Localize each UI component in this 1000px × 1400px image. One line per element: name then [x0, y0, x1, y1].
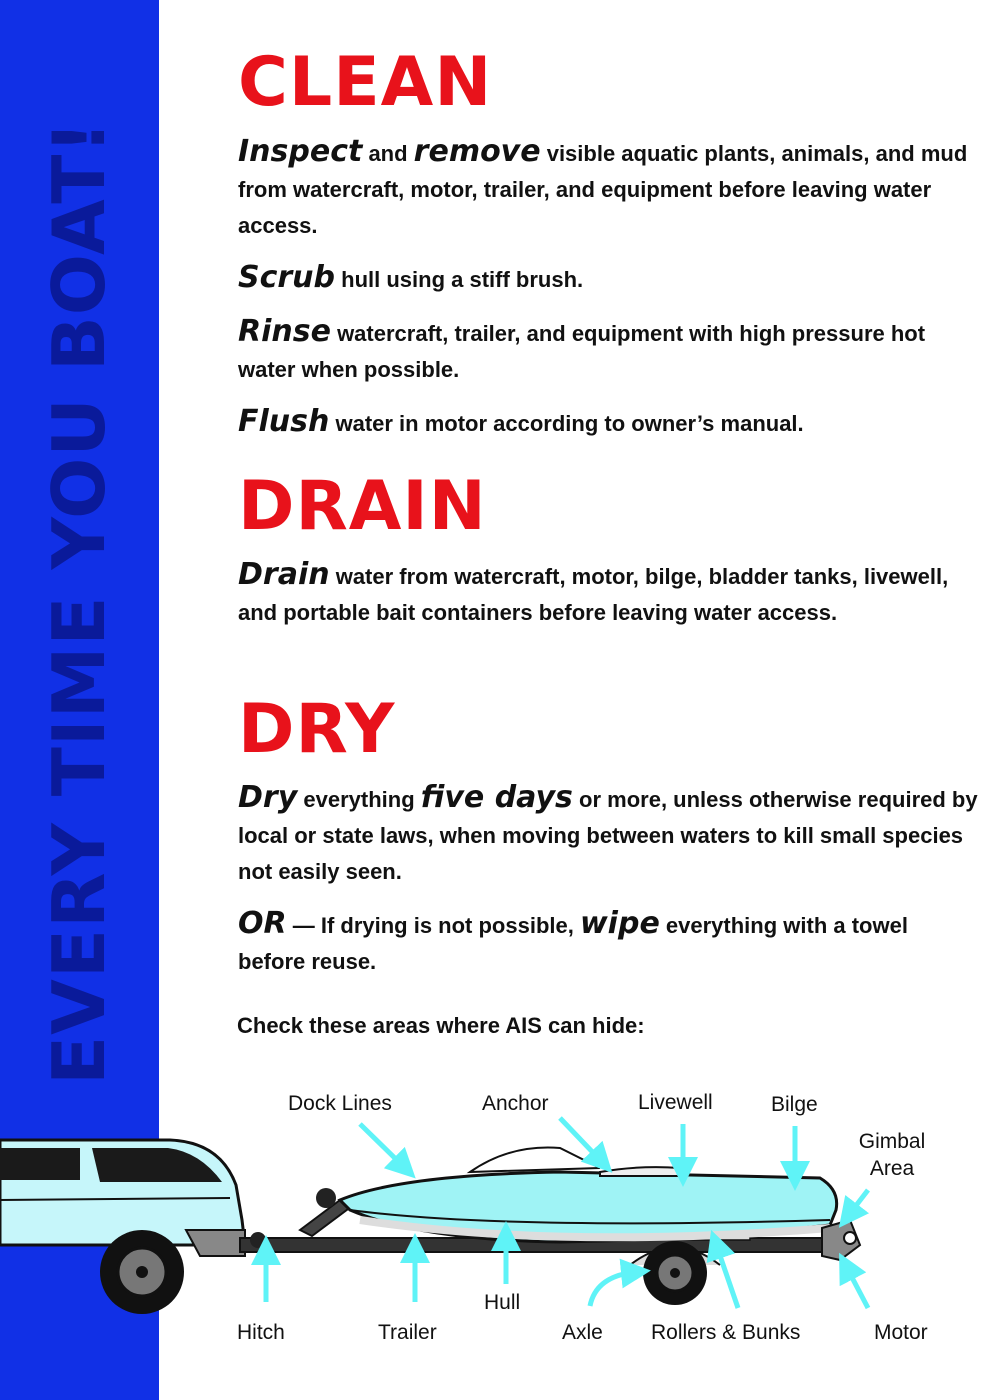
label-axle: Axle	[562, 1321, 603, 1344]
arrow-motor	[846, 1266, 868, 1308]
label-rollers-bunks: Rollers & Bunks	[651, 1321, 801, 1344]
drain-heading: DRAIN	[238, 467, 487, 546]
arrow-gimbal	[848, 1190, 868, 1216]
arrow-axle	[590, 1272, 636, 1306]
clean-flush-paragraph	[238, 404, 978, 442]
text-if-drying: — If drying is not possible,	[286, 913, 580, 938]
keyword-flush: Flush	[238, 404, 330, 439]
clean-inspect-text: visible aquatic plants, animals, and mud from watercraft, motor, trailer, and equipment before leaving water access.	[238, 141, 968, 238]
label-bilge: Bilge	[771, 1093, 818, 1116]
diagram-title: Check these areas where AIS can hide:	[237, 1013, 645, 1038]
keyword-drain: Drain	[238, 557, 330, 592]
boat-trailer-diagram	[0, 1080, 1000, 1400]
label-hitch: Hitch	[237, 1321, 285, 1344]
label-hull: Hull	[484, 1291, 521, 1314]
dry-paragraph	[238, 780, 978, 890]
keyword-wipe: wipe	[579, 906, 660, 941]
drain-text: water from watercraft, motor, bilge, bladder tanks, livewell, and portable bait containers before leaving water access.	[238, 564, 949, 625]
clean-rinse-paragraph	[238, 314, 978, 388]
clean-scrub-text: hull using a stiff brush.	[335, 267, 584, 292]
keyword-remove: remove	[413, 134, 541, 169]
label-gimbal-area: Gimbal Area	[858, 1130, 926, 1180]
keyword-or: OR	[238, 906, 287, 941]
keyword-five-days: five days	[420, 780, 573, 815]
dry-text: or more, unless otherwise required by local or state laws, when moving between waters to kill small species not easily seen.	[238, 787, 978, 884]
wipe-text: everything with a towel before reuse.	[238, 913, 908, 974]
keyword-dry: Dry	[238, 780, 298, 815]
label-livewell: Livewell	[638, 1091, 713, 1114]
every-time-you-boat-text: EVERY TIME YOU BOAT!	[37, 119, 121, 1085]
text-everything: everything	[297, 787, 421, 812]
clean-rinse-text: watercraft, trailer, and equipment with high pressure hot water when possible.	[238, 321, 926, 382]
wipe-paragraph	[238, 906, 978, 980]
clean-heading: CLEAN	[238, 43, 493, 122]
label-anchor: Anchor	[482, 1092, 549, 1115]
arrow-rollers	[716, 1244, 738, 1308]
text-and: and	[362, 141, 414, 166]
keyword-inspect: Inspect	[238, 134, 363, 169]
label-motor: Motor	[874, 1321, 928, 1344]
clean-scrub-paragraph	[238, 260, 978, 298]
label-trailer: Trailer	[378, 1321, 437, 1344]
keyword-scrub: Scrub	[238, 260, 336, 295]
drain-paragraph	[238, 557, 978, 631]
clean-flush-text: water in motor according to owner’s manual.	[329, 411, 804, 436]
arrow-dock-lines	[360, 1124, 405, 1168]
clean-inspect-paragraph	[238, 134, 978, 244]
label-dock-lines: Dock Lines	[288, 1092, 392, 1115]
vehicle-illustration	[0, 1140, 245, 1314]
dry-heading: DRY	[238, 690, 396, 769]
keyword-rinse: Rinse	[238, 314, 331, 349]
